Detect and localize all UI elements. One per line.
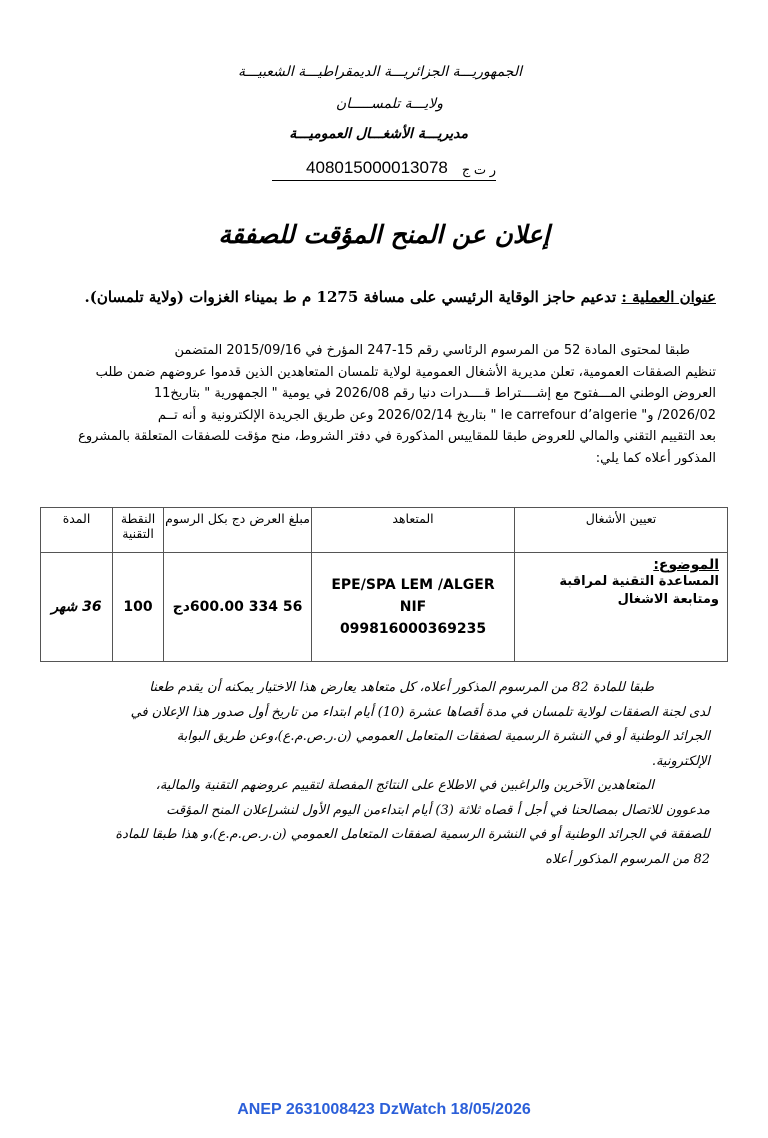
reference-line bbox=[272, 158, 496, 181]
header-work: تعيين الأشغال bbox=[515, 508, 728, 553]
intro-line: تنظيم الصفقات العمومية، تعلن مديرية الأشغال العمومية لولاية تلمسان المتعاهدين الذين قدموا عروضهم ضمن طلب bbox=[95, 364, 716, 380]
notes-line: لدى لجنة الصفقات لولاية تلمسان في مدة أقصاها عشرة (10) أيام ابتداء من تاريخ أول صدور هذا الإعلان في bbox=[130, 704, 710, 720]
table-row bbox=[41, 553, 728, 662]
page-title: إعلان عن المنح المؤقت للصفقة bbox=[218, 220, 550, 249]
cell-duration: 36 شهر bbox=[41, 553, 113, 662]
notes-line: للصفقة في الجرائد الوطنية أو في النشرة الرسمية لصفقات المتعامل العمومي (ن.ر.ص.م.ع)،و هذا طبقا للمادة bbox=[115, 827, 710, 842]
header-duration: المدة bbox=[41, 508, 113, 553]
contractor-nif: NIF bbox=[399, 599, 427, 615]
contractor-name: EPE/SPA LEM /ALGER bbox=[331, 577, 495, 593]
notes-line: المتعاهدين الآخرين والراغبين في الاطلاع على النتائج المفصلة لتقييم عروضهم التقنية والمالية، bbox=[155, 778, 654, 793]
contractor-number: 099816000369235 bbox=[339, 621, 487, 637]
cell-score: 100 bbox=[113, 553, 164, 662]
award-table bbox=[40, 507, 728, 662]
cell-contractor bbox=[312, 553, 515, 662]
table-header-row bbox=[41, 508, 728, 553]
intro-line: المذكور أعلاه كما يلي: bbox=[595, 450, 716, 466]
work-label: الموضوع: bbox=[653, 557, 719, 573]
notes-line: الإلكترونية. bbox=[651, 753, 710, 769]
notes-line: الجرائد الوطنية أو في النشرة الرسمية لصفقات المتعامل العمومي (ن.ر.ص.م.ع)،وعن طريق البوابة bbox=[176, 729, 710, 744]
notes-line: 82 من المرسوم المذكور أعلاه bbox=[545, 851, 710, 867]
header-contractor: المتعاهد bbox=[312, 508, 515, 553]
notes-line: طبقا للمادة 82 من المرسوم المذكور أعلاه، كل متعاهد يعارض هذا الاختيار يمكنه أن يقدم طعنا bbox=[149, 680, 654, 695]
header-republic: الجمهوريـــة الجزائريـــة الديمقراطيـــة الشعبيـــة bbox=[238, 64, 522, 80]
subject-text: تدعيم حاجز الوقاية الرئيسي على مسافة 1275 م ط بميناء الغزوات (ولاية تلمسان). bbox=[84, 288, 622, 306]
reference-label: ر ت ج bbox=[461, 162, 496, 177]
intro-line: العروض الوطني المـــفتوح مع إشــــتراط قــــدرات دنيا رقم 2026/08 في يومية " الجمهورية " بتاريخ11 bbox=[153, 386, 716, 401]
subject-label: عنوان العملية : bbox=[621, 288, 716, 306]
intro-paragraph bbox=[46, 340, 716, 469]
operation-subject bbox=[85, 288, 716, 306]
cell-work bbox=[515, 553, 728, 662]
work-text: المساعدة التقنية لمراقبة ومتابعة الاشغال bbox=[559, 574, 719, 607]
notes-line: مدعوون للاتصال بمصالحنا في أجل أ قصاه ثلاثة (3) أيام ابتداءمن اليوم الأول لنشرإعلان المنح المؤقت bbox=[166, 802, 710, 818]
reference-number: 408015000013078 bbox=[306, 158, 448, 177]
header-wilaya: ولايـــة تلمســـــان bbox=[335, 96, 443, 112]
header-score: النقطة التقنية bbox=[113, 508, 164, 553]
footer-reference: ANEP 2631008423 DzWatch 18/05/2026 bbox=[237, 1101, 531, 1118]
intro-line: بعد التقييم التقني والمالي للعروض طبقا للمقاييس المذكورة في دفتر الشروط، منح مؤقت للصفقات المتعلقة بالمشروع bbox=[78, 429, 716, 444]
header-amount: مبلغ العرض دج بكل الرسوم bbox=[164, 508, 312, 553]
header-directorate: مديريـــة الأشغـــال العموميـــة bbox=[289, 126, 468, 142]
notes-section bbox=[70, 676, 710, 872]
intro-line: طبقا لمحتوى المادة 52 من المرسوم الرئاسي رقم 15-247 المؤرخ في 2015/09/16 المتضمن bbox=[174, 343, 690, 358]
intro-line: 2026/02/ و" le carrefour d’algerie " بتاريخ 2026/02/14 وعن طريق الجريدة الإلكترونية و أنه تــم bbox=[157, 407, 716, 423]
cell-amount: 56 334 600.00دج bbox=[164, 553, 312, 662]
